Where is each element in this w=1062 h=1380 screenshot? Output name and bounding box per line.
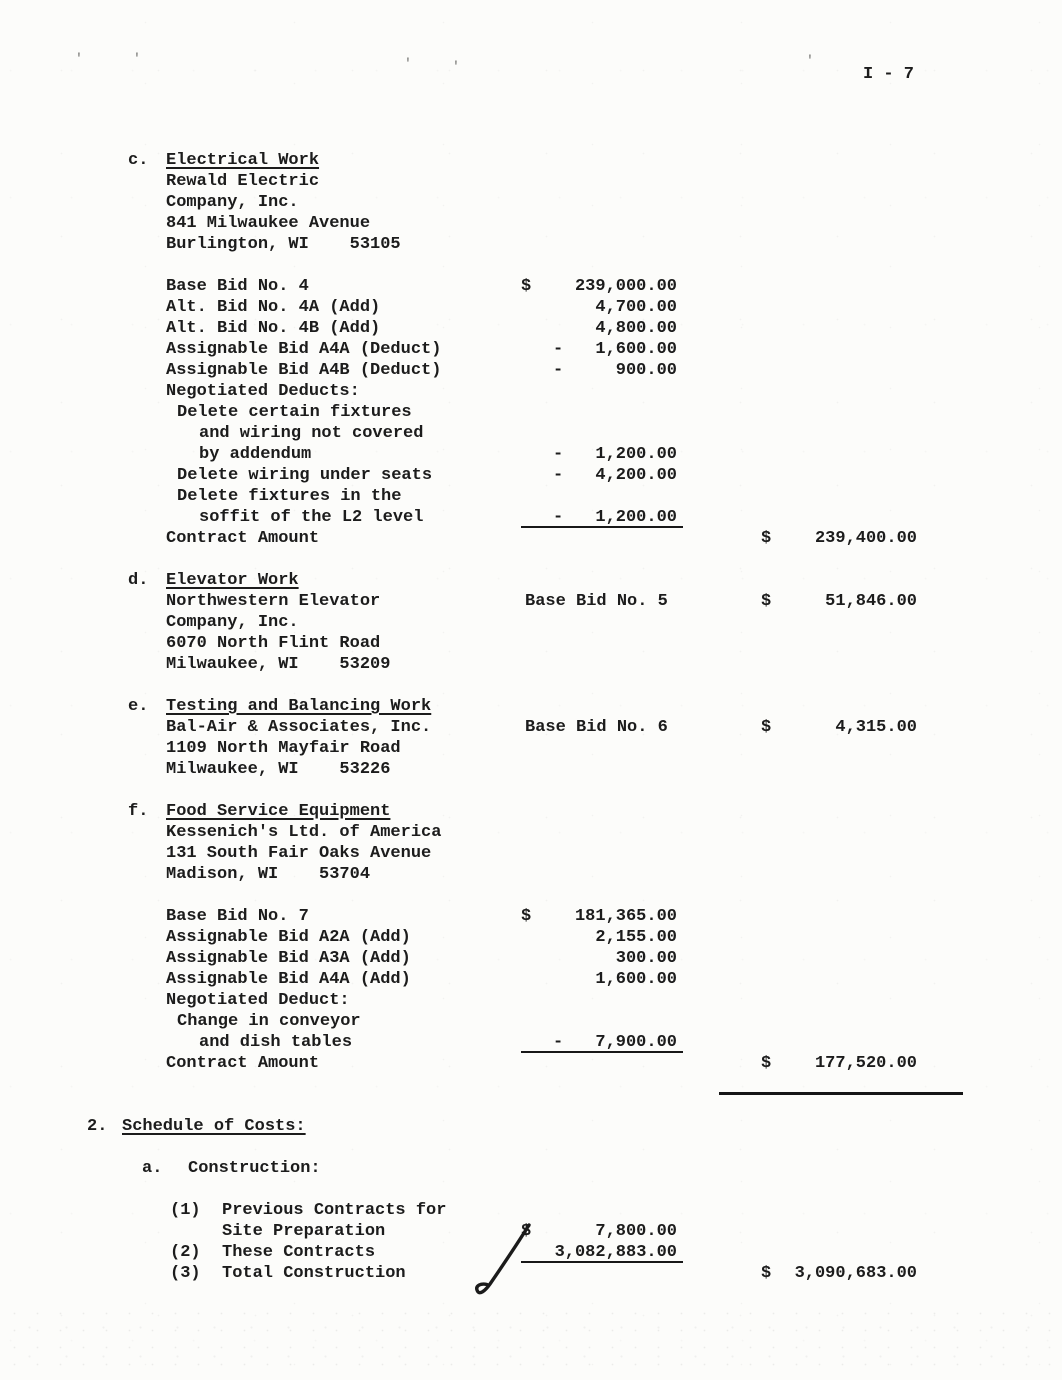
document-line: [0, 507, 1062, 528]
document-line: [0, 717, 1062, 738]
document-line: [0, 486, 1062, 507]
line-text: Northwestern Elevator: [166, 592, 381, 611]
section-title: Testing and Balancing Work: [166, 697, 432, 716]
amount-value: 4,800.00: [595, 319, 677, 338]
blank-line: [0, 1137, 1062, 1158]
item-number: (2): [170, 1243, 201, 1262]
scan-speckle: ': [404, 56, 412, 71]
section-number: 2.: [87, 1117, 108, 1136]
line-text: soffit of the L2 level: [199, 508, 424, 527]
section-title: Electrical Work: [166, 151, 320, 170]
document-line: [0, 297, 1062, 318]
scan-noise-band: [0, 1300, 1062, 1380]
item-number: (3): [170, 1264, 201, 1283]
document-line: [0, 1053, 1062, 1074]
amount-value: 4,700.00: [595, 298, 677, 317]
document-line: [0, 360, 1062, 381]
amount-value: 239,000.00: [574, 277, 677, 296]
dollar-sign: $: [761, 718, 772, 737]
line-text: Assignable Bid A3A (Add): [166, 949, 411, 968]
amount-value: 239,400.00: [814, 529, 917, 548]
blank-line: [0, 255, 1062, 276]
line-text: Milwaukee, WI 53209: [166, 655, 391, 674]
amount-value: 3,090,683.00: [794, 1264, 917, 1283]
line-text: Company, Inc.: [166, 193, 299, 212]
dollar-sign: $: [761, 1054, 772, 1073]
document-line: [0, 843, 1062, 864]
document-line: [0, 318, 1062, 339]
amount-value: 900.00: [615, 361, 677, 380]
line-text: 131 South Fair Oaks Avenue: [166, 844, 432, 863]
section-letter: e.: [128, 697, 149, 716]
document-line: [0, 969, 1062, 990]
amount-value: 4,200.00: [595, 466, 677, 485]
document-line: [0, 759, 1062, 780]
document-line: [0, 1158, 1062, 1179]
document-line: [0, 801, 1062, 822]
amount-value: 3,082,883.00: [554, 1243, 677, 1262]
document-line: [0, 171, 1062, 192]
document-line: [0, 1032, 1062, 1053]
line-text: Contract Amount: [166, 529, 320, 548]
document-line: [0, 1242, 1062, 1263]
blank-line: [0, 549, 1062, 570]
document-line: [0, 444, 1062, 465]
line-text: and dish tables: [199, 1033, 353, 1052]
document-line: [0, 234, 1062, 255]
dollar-sign: $: [521, 277, 532, 296]
document-line: [0, 1200, 1062, 1221]
blank-line: [0, 1179, 1062, 1200]
scan-speckle: ': [452, 59, 460, 74]
line-text: 1109 North Mayfair Road: [166, 739, 401, 758]
document-line: [0, 906, 1062, 927]
line-text: Delete fixtures in the: [177, 487, 402, 506]
document-line: [0, 1116, 1062, 1137]
minus-sign: -: [553, 1033, 564, 1052]
amount-value: 2,155.00: [595, 928, 677, 947]
section-title: Food Service Equipment: [166, 802, 391, 821]
line-text: Total Construction: [222, 1264, 406, 1283]
document-line: [0, 864, 1062, 885]
document-line: [0, 570, 1062, 591]
line-text: Burlington, WI 53105: [166, 235, 401, 254]
line-text: Assignable Bid A4B (Deduct): [166, 361, 442, 380]
typewriter-rows: [0, 150, 1062, 1284]
amount-value: 1,600.00: [595, 970, 677, 989]
line-text: Assignable Bid A2A (Add): [166, 928, 411, 947]
line-text: Base Bid No. 7: [166, 907, 309, 926]
dollar-sign: $: [521, 907, 532, 926]
document-line: [0, 948, 1062, 969]
line-text: and wiring not covered: [199, 424, 424, 443]
document-line: [0, 1011, 1062, 1032]
line-text: Assignable Bid A4A (Add): [166, 970, 411, 989]
document-line: [0, 927, 1062, 948]
minus-sign: -: [553, 508, 564, 527]
line-text: by addendum: [199, 445, 312, 464]
line-text: Previous Contracts for: [222, 1201, 447, 1220]
line-text: Negotiated Deduct:: [166, 991, 350, 1010]
subsection-heading: Construction:: [188, 1159, 321, 1178]
document-line: [0, 696, 1062, 717]
amount-value: 51,846.00: [825, 592, 917, 611]
amount-value: 7,800.00: [595, 1222, 677, 1241]
minus-sign: -: [553, 466, 564, 485]
minus-sign: -: [553, 361, 564, 380]
line-text: Change in conveyor: [177, 1012, 361, 1031]
line-text: These Contracts: [222, 1243, 376, 1262]
minus-sign: -: [553, 445, 564, 464]
document-line: [0, 738, 1062, 759]
line-text: Milwaukee, WI 53226: [166, 760, 391, 779]
line-text: Negotiated Deducts:: [166, 382, 360, 401]
line-text: Base Bid No. 4: [166, 277, 309, 296]
amount-value: 1,200.00: [595, 508, 677, 527]
section-letter: f.: [128, 802, 149, 821]
amount-value: 300.00: [615, 949, 677, 968]
dollar-sign: $: [761, 592, 772, 611]
document-line: [0, 339, 1062, 360]
line-text: Rewald Electric: [166, 172, 320, 191]
amount-value: 7,900.00: [595, 1033, 677, 1052]
amount-value: 177,520.00: [814, 1054, 917, 1073]
section-letter: d.: [128, 571, 149, 590]
document-line: [0, 822, 1062, 843]
minus-sign: -: [553, 340, 564, 359]
document-line: [0, 402, 1062, 423]
document-line: [0, 990, 1062, 1011]
amount-value: 1,200.00: [595, 445, 677, 464]
line-text: Madison, WI 53704: [166, 865, 371, 884]
document-line: [0, 1263, 1062, 1284]
line-text: Delete certain fixtures: [177, 403, 412, 422]
section-heading: Schedule of Costs:: [122, 1117, 306, 1136]
document-line: [0, 150, 1062, 171]
amount-value: 1,600.00: [595, 340, 677, 359]
line-text: Delete wiring under seats: [177, 466, 433, 485]
document-line: [0, 276, 1062, 297]
document-line: [0, 612, 1062, 633]
amount-value: 4,315.00: [835, 718, 917, 737]
scan-speckle: ': [806, 53, 814, 68]
scan-speckle: ': [75, 51, 83, 66]
document-line: [0, 1221, 1062, 1242]
line-text: Alt. Bid No. 4B (Add): [166, 319, 381, 338]
document-line: [0, 192, 1062, 213]
subsection-letter: a.: [142, 1159, 163, 1178]
page-number: I - 7: [863, 65, 915, 84]
line-text: Company, Inc.: [166, 613, 299, 632]
line-text: 841 Milwaukee Avenue: [166, 214, 371, 233]
blank-line: [0, 780, 1062, 801]
grand-total-rule: [719, 1092, 963, 1095]
section-title: Elevator Work: [166, 571, 299, 590]
item-number: (1): [170, 1201, 201, 1220]
line-text: Kessenich's Ltd. of America: [166, 823, 442, 842]
document-line: [0, 465, 1062, 486]
amount-value: 181,365.00: [574, 907, 677, 926]
blank-line: [0, 675, 1062, 696]
mid-label: Base Bid No. 5: [525, 592, 668, 611]
line-text: Bal-Air & Associates, Inc.: [166, 718, 432, 737]
line-text: Assignable Bid A4A (Deduct): [166, 340, 442, 359]
document-line: [0, 423, 1062, 444]
mid-label: Base Bid No. 6: [525, 718, 668, 737]
document-line: [0, 381, 1062, 402]
document-line: [0, 213, 1062, 234]
line-text: Site Preparation: [222, 1222, 386, 1241]
scan-speckle: ': [133, 51, 141, 66]
document-line: [0, 654, 1062, 675]
dollar-sign: $: [761, 1264, 772, 1283]
dollar-sign: $: [761, 529, 772, 548]
document-line: [0, 591, 1062, 612]
line-text: Contract Amount: [166, 1054, 320, 1073]
blank-line: [0, 885, 1062, 906]
section-letter: c.: [128, 151, 149, 170]
document-line: [0, 1095, 1062, 1116]
document-line: [0, 633, 1062, 654]
dollar-sign: $: [521, 1222, 532, 1241]
line-text: 6070 North Flint Road: [166, 634, 381, 653]
line-text: Alt. Bid No. 4A (Add): [166, 298, 381, 317]
document-line: [0, 528, 1062, 549]
